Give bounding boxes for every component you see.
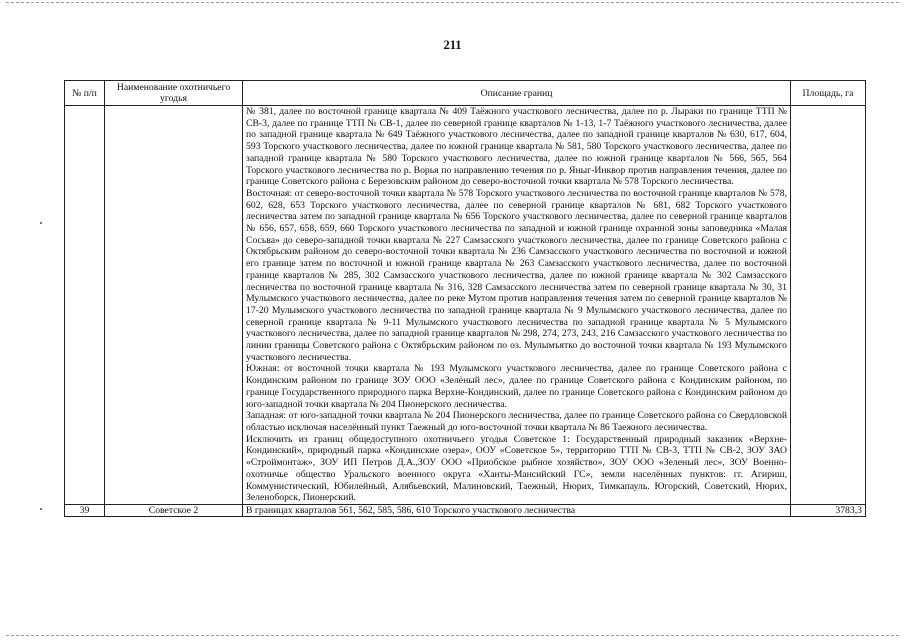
scan-border-top <box>6 2 899 3</box>
table-row <box>65 504 866 516</box>
table-header-row <box>65 81 866 106</box>
boundary-paragraph-north-continued: № 381, далее по восточной границе квартала № 409 Таёжного участкового лесничества, далее по р. Лыраки по границе ТТП № СВ-3, далее по границе ТТП № СВ-1, далее по северной границе кварталов № 1-13, 1-7 Таёжного участкового лесничества, далее по западной границе квартала № 649 Таёжного участкового лесничества, далее по западной границе кварталов № 630, 617, 604, 593 Торского участкового лесничества, далее по южной границе квартала № 581, 580 Торского участкового лесничества, далее по западной границе квартала № 580 Торского участкового лесничества, далее по южной границе кварталов № 566, 565, 564 Торского участкового лесничества по р. Ворья по направлению течения по р. Яныг-Инквор против направления течения, далее по границе Советского района с Березовским районом до северо-восточной точки квартала № 578 Торского лесничества. <box>246 106 787 188</box>
cell-ground-name: Советское 2 <box>105 504 243 516</box>
boundary-paragraph-exclusions: Исключить из границ общедоступного охотничьего угодья Советское 1: Государственный природный заказник «Верхне-Кондинский», природный парка «Кондинские озера», ООУ «Советское 5», территорию ТТП № СВ-3, ТТП № СВ-2, ЗОУ ЗАО «Строймонтаж», ЗОУ ИП Петров Д.А.,ЗОУ ООО «Приобское рыбное хозяйство», ЗОУ ООО «Зеленый лес», ЗОУ Военно-охотничье общество Уральского военного округа «Ханты-Мансийский ГС», земли населённых пунктов: гг. Агириш, Коммунистический, Юбилейный, Алябьевский, Малиновский, Таежный, Нюрих, Тимкапауль. Югорский, Советский, Нюрих, Зеленоборск, Пионерский. <box>246 433 787 504</box>
scan-speck <box>40 222 42 224</box>
cell-name-empty <box>105 106 243 505</box>
cell-boundary-description: В границах кварталов 561, 562, 585, 586, 610 Торского участкового лесничества <box>243 504 791 516</box>
scan-speck <box>40 508 42 510</box>
boundary-paragraph-east: Восточная: от северо-восточной точки квартала № 578 Торского участкового лесничества по восточной границе кварталов № 578, 602, 628, 653 Торского участкового лесничества, далее по северной границе кварталов № 681, 682 Торского участкового лесничества затем по западной границе квартала № 656 Торского участкового лесничества, далее по северной границе кварталов № 656, 657, 658, 659, 660 Торского участкового лесничества по западной и южной границе охранной зоны заповедника «Малая Сосьва» до северо-западной точки квартала № 227 Самзасского участкового лесничества, далее по границе Советского района с Октябрьским районом до северо-восточной точки квартала № 236 Самзасского участкового лесничества по восточной и южной его границе затем по восточной и южной границе квартала № 263 Самзасского участкового лесничества, далее по восточной границе кварталов № 285, 302 Самзасского участкового лесничества, далее по южной границе квартала № 302 Самзасского лесничества по восточной границе квартала № 316, 328 Самзасского лесничества затем по северной границе квартала № 30, 31 Мулымского участкового лесничества, далее по реке Мутом против направления течения затем по северной границе кварталов № 17-20 Мулымского участкового лесничества по западной границе квартала № 9 Мулымского участкового лесничества, далее по северной границе квартала № 9-11 Мулымского участкового лесничества по западной границе квартала № 5 Мулымского участкового лесничества, далее по западной границе кварталов № 298, 274, 273, 243, 216 Самзасского участкового лесничества по линии границы Советского района с Октябрьским районом по оз. Мулымъятко до восточной точки квартала № 193 Мулымского участкового лесничества. <box>246 187 787 363</box>
scan-border-bottom <box>6 635 899 636</box>
boundary-paragraph-south: Южная: от восточной точки квартала № 193 Мулымского участкового лесничества, далее по границе Советского района с Кондинским районом по границе ЗОУ ООО «Зелёный лес», далее по границе Советского района с Кондинским районом, по границе Государственного природного парка Верхне-Кондинский, далее по границе Советского района с Кондинским районом до юго-западной точки квартала № 204 Пионерского лесничества. <box>246 363 787 410</box>
cell-area-empty <box>791 106 866 505</box>
cell-number-empty <box>65 106 105 505</box>
table-row-continued <box>65 106 866 505</box>
header-number: № п/п <box>65 81 105 106</box>
page-number: 211 <box>443 38 462 52</box>
header-ground-name: Наименование охотничьего угодья <box>105 81 243 106</box>
cell-number: 39 <box>65 504 105 516</box>
header-boundary-description: Описание границ <box>243 81 791 106</box>
cell-area: 3783,3 <box>791 504 866 516</box>
boundary-paragraph-west: Западная: от юго-западной точки квартала № 204 Пионерского лесничества, далее по границе Советского района со Свердловской областью исключая населённый пункт Таежный до юго-восточной точки квартала № 86 Таежного лесничества. <box>246 410 787 433</box>
header-area: Площадь, га <box>791 81 866 106</box>
cell-boundary-description <box>243 106 791 505</box>
hunting-grounds-table <box>64 80 866 517</box>
